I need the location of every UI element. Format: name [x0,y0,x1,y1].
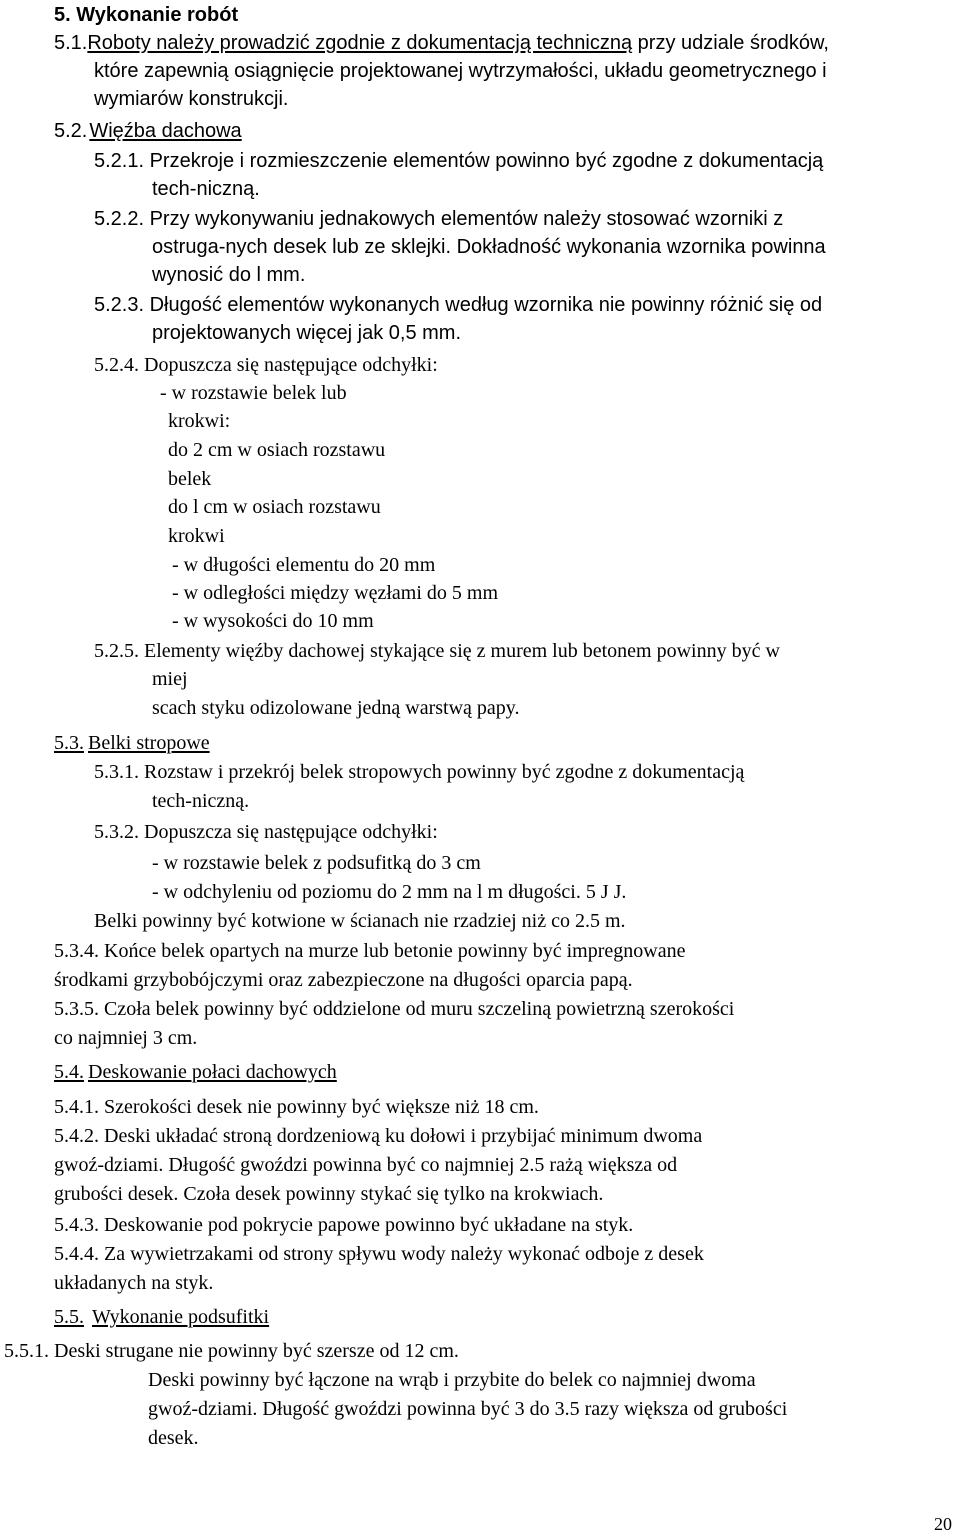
tolerance-line: - w wysokości do 10 mm [172,610,374,632]
paragraph-5-2-2-line: ostruga-nych desek lub ze sklejki. Dokładność wykonania wzornika powinna [152,236,826,258]
paragraph-5-2-4-line: 5.2.4. Dopuszcza się następujące odchyłki: [94,354,438,376]
paragraph-5-3-4-line: środkami grzybobójczymi oraz zabezpieczone na długości oparcia papą. [54,969,633,991]
tolerance-line: krokwi: [168,410,231,432]
paragraph-5-5-1-line: gwoź-dziami. Długość gwoździ powinna być 3 do 3.5 razy większa od grubości [148,1398,788,1420]
subsection-heading-5-5 [54,1304,269,1330]
paragraph-5-3-4-line: 5.3.4. Końce belek opartych na murze lub betonie powinny być impregnowane [54,940,686,962]
tolerance-line: - w odchyleniu od poziomu do 2 mm na l m długości. 5 J J. [152,881,627,903]
paragraph-5-3-2-line: Belki powinny być kotwione w ścianach nie rzadziej niż co 2.5 m. [94,910,626,932]
paragraph-5-2-2-line: 5.2.2. Przy wykonywaniu jednakowych elementów należy stosować wzorniki z [94,208,784,230]
paragraph-5-3-1-line: 5.3.1. Rozstaw i przekrój belek stropowych powinny być zgodne z dokumentacją [94,761,745,783]
paragraph-5-3-5-line: 5.3.5. Czoła belek powinny być oddzielone od muru szczeliną powietrzną szerokości [54,998,735,1020]
tolerance-line: do l cm w osiach rozstawu [168,496,381,518]
page-number: 20 [934,1514,952,1534]
text-run: przy udziale środków, [632,32,829,54]
tolerance-line: krokwi [168,525,225,547]
paragraph-5-2-2-line: wynosić do l mm. [152,264,306,286]
paragraph-5-5-1-line: desek. [148,1427,199,1449]
section-number: 5.1. [54,32,88,54]
paragraph-5-2-5-line: 5.2.5. Elementy więźby dachowej stykające się z murem lub betonem powinny być w [94,640,780,662]
paragraph-5-3-5-line: co najmniej 3 cm. [54,1027,198,1049]
paragraph-5-4-2-line: gwoź-dziami. Długość gwoździ powinna być co najmniej 2.5 rażą większa od [54,1154,678,1176]
section-title: Deskowanie połaci dachowych [88,1061,337,1083]
tolerance-line: - w rozstawie belek lub [160,382,347,404]
section-title: Belki stropowe [88,732,210,754]
subsection-heading-5-3 [54,730,210,756]
section-number: 5.4. [54,1061,84,1083]
tolerance-line: - w odległości między węzłami do 5 mm [172,582,499,604]
paragraph-5-1-line: wymiarów konstrukcji. [94,88,289,110]
tolerance-line: - w długości elementu do 20 mm [172,554,436,576]
paragraph-5-2-5-line: miej [152,668,188,690]
tolerance-line: - w rozstawie belek z podsufitką do 3 cm [152,852,481,874]
tolerance-line: belek [168,468,212,490]
section-number: 5.2. [54,120,88,142]
subsection-heading-5-4 [54,1059,337,1085]
section-heading: 5. Wykonanie robót [54,4,239,26]
section-title: Wykonanie podsufitki [92,1306,270,1328]
paragraph-5-1-line [54,30,829,56]
section-title: Roboty należy prowadzić zgodnie z dokumentacją techniczną [87,32,633,54]
paragraph-5-3-2-line: 5.3.2. Dopuszcza się następujące odchyłki: [94,821,438,843]
paragraph-5-5-1-line: 5.5.1. Deski strugane nie powinny być szersze od 12 cm. [4,1340,459,1362]
paragraph-5-2-1-line: tech-niczną. [152,178,260,200]
section-number: 5.5. [54,1306,84,1328]
paragraph-5-1-line: które zapewnią osiągnięcie projektowanej wytrzymałości, układu geometrycznego i [94,60,827,82]
section-title: Więźba dachowa [89,120,242,142]
paragraph-5-2-5-line: scach styku odizolowane jedną warstwą papy. [152,697,520,719]
paragraph-5-4-3-line: 5.4.3. Deskowanie pod pokrycie papowe powinno być układane na styk. [54,1214,634,1236]
paragraph-5-2-1-line: 5.2.1. Przekroje i rozmieszczenie elementów powinno być zgodne z dokumentacją [94,150,824,172]
paragraph-5-4-2-line: 5.4.2. Deski układać stroną dordzeniową ku dołowi i przybijać minimum dwoma [54,1125,703,1147]
paragraph-5-3-1-line: tech-niczną. [152,790,250,812]
paragraph-5-5-1-line: Deski powinny być łączone na wrąb i przybite do belek co najmniej dwoma [148,1369,756,1391]
paragraph-5-2-3-line: 5.2.3. Długość elementów wykonanych według wzornika nie powinny różnić się od [94,294,823,316]
section-number: 5.3. [54,732,84,754]
subsection-heading-5-2 [54,118,242,144]
paragraph-5-4-2-line: grubości desek. Czoła desek powinny stykać się tylko na krokwiach. [54,1183,604,1205]
tolerance-line: do 2 cm w osiach rozstawu [168,439,386,461]
paragraph-5-4-4-line: 5.4.4. Za wywietrzakami od strony spływu wody należy wykonać odboje z desek [54,1243,704,1265]
paragraph-5-4-1-line: 5.4.1. Szerokości desek nie powinny być większe niż 18 cm. [54,1096,539,1118]
paragraph-5-2-3-line: projektowanych więcej jak 0,5 mm. [152,322,462,344]
paragraph-5-4-4-line: układanych na styk. [54,1272,214,1294]
